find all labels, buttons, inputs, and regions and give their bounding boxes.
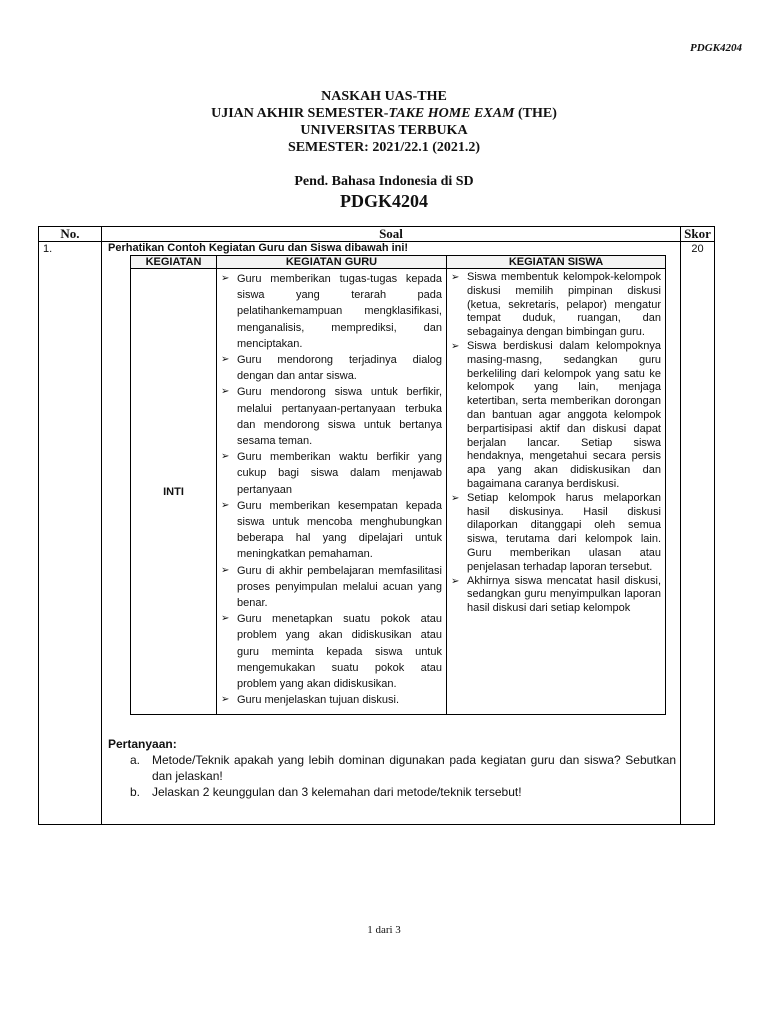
course-name: Pend. Bahasa Indonesia di SD — [294, 174, 474, 189]
list-item: ➢ Guru menjelaskan tujuan diskusi. — [221, 692, 442, 708]
list-item: ➢ Siswa membentuk kelompok-kelompok diskusi memilih pimpinan diskusi (ketua, sekretaris, pelapor) mengatur tempat duduk, ruangan, dan sebagainya dengan bimbingan guru. — [451, 271, 661, 340]
list-item: ➢ Guru mendorong terjadinya dialog dengan dan antar siswa. — [221, 352, 442, 384]
list-item: ➢ Guru memberikan kesempatan kepada siswa untuk mencoba menghubungkan beberapa hal yang dipelajari untuk meningkatkan pemahaman. — [221, 498, 442, 563]
course-code: PDGK4204 — [340, 191, 428, 211]
header-line-3: UNIVERSITAS TERBUKA — [300, 123, 468, 138]
header-soal: Soal — [102, 227, 681, 242]
page-code: PDGK4204 — [690, 42, 742, 54]
list-item: ➢ Siswa berdiskusi dalam kelompoknya masing-masng, sedangkan guru berkeliling dari kelompok yang satu ke kelompok yang lain, menjaga ketertiban, serta memberikan dorongan dan bantuan agar anggota kelompok berpartisipasi aktif dan diskusi dapat berjalan lancar. Setiap siswa hendaknya, mengetahui secara persis apa yang akan didiskusikan dan bagaimana caranya berdiskusi. — [451, 340, 661, 492]
row-number: 1. — [39, 242, 102, 825]
list-item: ➢ Guru memberikan tugas-tugas kepada siswa yang terarah pada pelatihankemampuan mengklasifikasi, menganalisis, memprediksi, dan menciptakan. — [221, 271, 442, 352]
activity-row — [131, 269, 666, 715]
questions-section — [108, 737, 676, 800]
list-item: ➢ Guru mendorong siswa untuk berfikir, melalui pertanyaan-pertanyaan terbuka dan mendorong siswa untuk bertanya sesama teman. — [221, 384, 442, 449]
header-line-1: NASKAH UAS-THE — [321, 89, 447, 104]
page-footer: 1 dari 3 — [367, 924, 401, 936]
question-item — [130, 784, 676, 800]
header-kegiatan: KEGIATAN — [131, 256, 217, 269]
list-item: ➢ Guru di akhir pembelajaran memfasilitasi proses penyimpulan melalui acuan yang benar. — [221, 563, 442, 612]
score-value: 20 — [681, 242, 715, 825]
soal-cell — [102, 242, 681, 825]
list-item: ➢ Guru memberikan waktu berfikir yang cukup bagi siswa dalam menjawab pertanyaan — [221, 449, 442, 498]
guru-cell — [217, 269, 447, 715]
header-line-2: UJIAN AKHIR SEMESTER-TAKE HOME EXAM (THE) — [211, 106, 557, 121]
activity-table — [130, 255, 666, 715]
question-marker: b. — [130, 785, 141, 800]
kegiatan-inti: INTI — [131, 269, 217, 715]
list-item: ➢ Akhirnya siswa mencatat hasil diskusi, sedangkan guru menyimpulkan laporan hasil diskusi dari setiap kelompok — [451, 575, 661, 616]
question-text: Jelaskan 2 keunggulan dan 3 kelemahan dari metode/teknik tersebut! — [152, 785, 522, 800]
activity-table-header — [131, 256, 666, 269]
exam-table-header — [39, 227, 715, 242]
question-item — [130, 752, 676, 784]
list-item: ➢ Guru menetapkan suatu pokok atau problem yang akan didiskusikan atau guru meminta kepada siswa untuk mengemukakan suatu pokok atau problem yang akan didiskusikan. — [221, 611, 442, 692]
exam-table — [38, 226, 715, 825]
question-marker: a. — [130, 753, 141, 768]
questions-title: Pertanyaan: — [108, 737, 177, 752]
header-line-4: SEMESTER: 2021/22.1 (2021.2) — [287, 140, 481, 155]
document-header — [0, 88, 768, 212]
question-list — [108, 752, 676, 800]
header-kegiatan-siswa: KEGIATAN SISWA — [447, 256, 666, 269]
header-skor: Skor — [681, 227, 715, 242]
list-item: ➢ Setiap kelompok harus melaporkan hasil diskusinya. Hasil diskusi dilaporkan ditanggapi oleh semua siswa, terutama dari kelompok lain. Guru memberikan ulasan atau penjelasan terhadap laporan tersebut. — [451, 492, 661, 575]
siswa-cell — [447, 269, 666, 715]
header-kegiatan-guru: KEGIATAN GURU — [217, 256, 447, 269]
table-row — [39, 242, 715, 825]
guru-list — [217, 269, 446, 714]
instruction: Perhatikan Contoh Kegiatan Guru dan Siswa dibawah ini! — [108, 242, 409, 254]
siswa-list — [447, 269, 665, 622]
question-text: Metode/Teknik apakah yang lebih dominan digunakan pada kegiatan guru dan siswa? Sebutkan dan jelaskan! — [152, 753, 676, 784]
header-no: No. — [39, 227, 102, 242]
